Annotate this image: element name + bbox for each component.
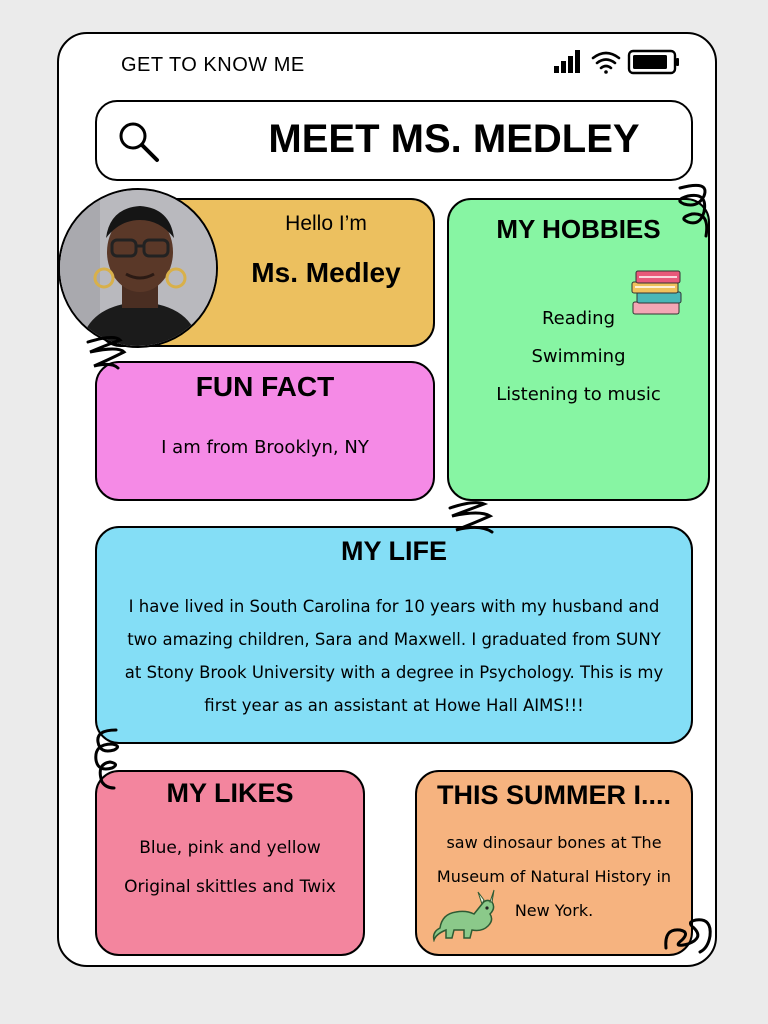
my-life-text: I have lived in South Carolina for 10 years with my husband and two amazing children, Sara and Maxwell. I graduated from SUNY at Stony Brook University with a degree in Psychology. This is my first year as an assistant at Howe Hall AIMS!!! (124, 597, 664, 715)
fun-fact-text: I am from Brooklyn, NY (161, 437, 369, 458)
squiggle-icon (84, 332, 130, 376)
search-icon (117, 120, 161, 164)
squiggle-icon (444, 498, 498, 540)
my-life-heading: MY LIFE (340, 536, 447, 566)
summer-text: saw dinosaur bones at The Museum of Natural History in New York. (436, 833, 672, 920)
list-item: Blue, pink and yellow (139, 838, 321, 858)
avatar (58, 188, 218, 348)
page-title: MEET MS. MEDLEY (268, 117, 640, 161)
hobbies-heading: MY HOBBIES (496, 214, 661, 244)
my-life-card (95, 526, 693, 744)
summer-heading: THIS SUMMER I.... (436, 780, 671, 810)
battery-icon (629, 51, 679, 73)
intro-greeting: Hello I’m (285, 212, 367, 235)
list-item: Swimming (531, 346, 626, 367)
search-bar[interactable] (95, 100, 693, 181)
status-icons (552, 48, 682, 76)
portrait-photo (60, 190, 218, 348)
hobbies-list (449, 308, 708, 422)
fun-fact-heading: FUN FACT (195, 371, 335, 402)
intro-name: Ms. Medley (251, 257, 401, 288)
wifi-icon (593, 53, 619, 74)
swirl-icon (660, 908, 718, 960)
list-item: Listening to music (496, 384, 661, 405)
swirl-icon (670, 182, 716, 248)
my-likes-heading: MY LIKES (166, 778, 294, 808)
dinosaur-icon (432, 884, 502, 942)
list-item: Original skittles and Twix (124, 877, 336, 897)
my-likes-card (95, 770, 365, 956)
signal-icon (554, 50, 580, 73)
likes-list (97, 838, 363, 916)
swirl-icon (88, 726, 132, 792)
status-title: GET TO KNOW ME (121, 54, 305, 76)
fun-fact-card (95, 361, 435, 501)
list-item: Reading (541, 308, 616, 329)
